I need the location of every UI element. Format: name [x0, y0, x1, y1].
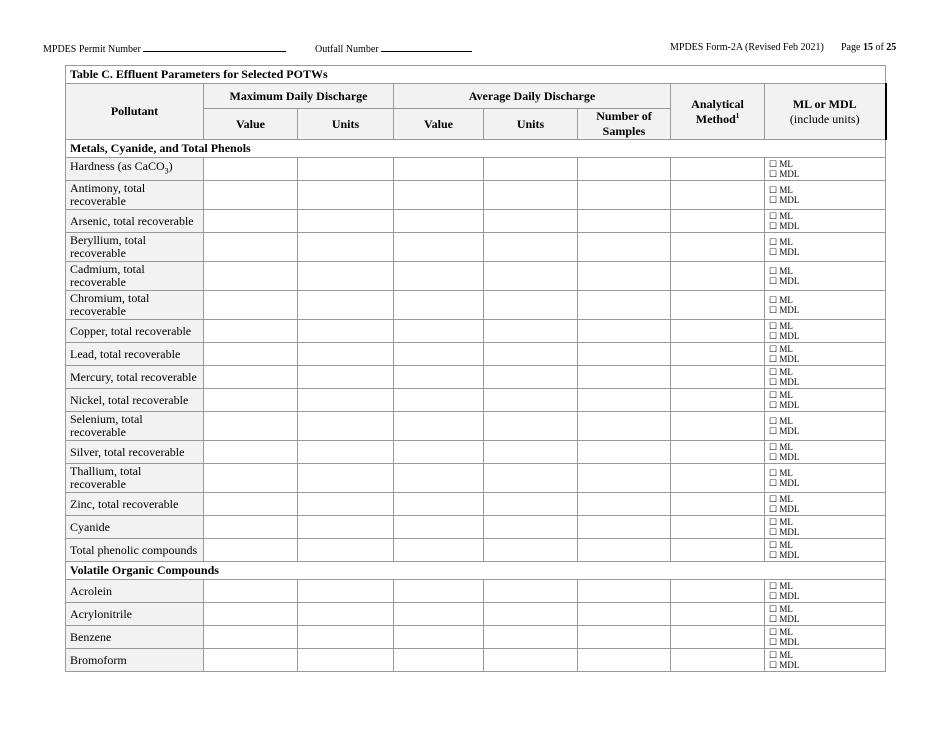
method-cell[interactable] [671, 366, 765, 389]
mdl-checkbox[interactable]: ☐ MDL [769, 660, 800, 670]
num-samples-cell[interactable] [578, 262, 671, 291]
include-units-label: (include units) [789, 111, 860, 126]
table-title: Table C. Effluent Parameters for Selected POTWs [66, 66, 886, 84]
method-cell[interactable] [671, 539, 765, 562]
section-row [66, 562, 886, 580]
table-row [66, 464, 886, 493]
avg-value-cell[interactable] [394, 343, 484, 366]
avg-value-cell[interactable] [394, 516, 484, 539]
method-label: Method [695, 111, 736, 126]
table-row [66, 516, 886, 539]
mdl-checkbox[interactable]: ☐ MDL [769, 550, 800, 560]
method-cell[interactable] [671, 389, 765, 412]
outfall-number-label: Outfall Number [315, 44, 379, 55]
mdl-checkbox[interactable]: ☐ MDL [769, 637, 800, 647]
mdl-checkbox[interactable]: ☐ MDL [769, 478, 800, 488]
num-samples-cell[interactable] [578, 626, 671, 649]
pollutant-label: Copper, total recoverable [70, 323, 192, 338]
permit-number-label: MPDES Permit Number [43, 44, 141, 55]
avg-value-cell[interactable] [394, 158, 484, 181]
avg-units-cell[interactable] [484, 181, 578, 210]
avg-value-cell[interactable] [394, 649, 484, 672]
ml-mdl-cell [765, 516, 886, 539]
pollutant-suffix: ) [168, 159, 173, 174]
avg-units-cell[interactable] [484, 493, 578, 516]
pollutant-name [66, 539, 204, 562]
page-total: 25 [886, 42, 897, 53]
method-cell[interactable] [671, 464, 765, 493]
ml-mdl-label: ML or MDL [792, 96, 857, 111]
pollutant-subscript: 3 [164, 166, 169, 176]
num-samples-cell[interactable] [578, 516, 671, 539]
ml-mdl-cell [765, 210, 886, 233]
pollutant-name [66, 233, 204, 262]
pollutant-label: Chromium, total recoverable [70, 291, 150, 318]
avg-units-cell[interactable] [484, 603, 578, 626]
num-samples-cell[interactable] [578, 441, 671, 464]
method-cell[interactable] [671, 343, 765, 366]
pollutant-label: Nickel, total recoverable [70, 392, 189, 407]
ml-mdl-cell [765, 291, 886, 320]
avg-units-cell[interactable] [484, 580, 578, 603]
num-samples-cell[interactable] [578, 366, 671, 389]
method-cell[interactable] [671, 262, 765, 291]
max-units-cell[interactable] [298, 441, 394, 464]
mdl-checkbox[interactable]: ☐ MDL [769, 591, 800, 601]
mdl-checkbox[interactable]: ☐ MDL [769, 452, 800, 462]
avg-value-cell[interactable] [394, 412, 484, 441]
pollutant-label: Benzene [70, 629, 112, 644]
avg-units-cell[interactable] [484, 539, 578, 562]
avg-units-cell[interactable] [484, 233, 578, 262]
analytical-label: Analytical [691, 96, 744, 111]
max-units-cell[interactable] [298, 464, 394, 493]
max-value-cell[interactable] [204, 626, 298, 649]
col-num-samples: Number of Samples [578, 109, 671, 140]
table-row [66, 210, 886, 233]
pollutant-name [66, 649, 204, 672]
max-units-cell[interactable] [298, 649, 394, 672]
method-cell[interactable] [671, 210, 765, 233]
num-samples-cell[interactable] [578, 412, 671, 441]
num-samples-cell[interactable] [578, 464, 671, 493]
ml-mdl-cell [765, 441, 886, 464]
max-value-cell[interactable] [204, 366, 298, 389]
col-analytical-method [671, 84, 765, 140]
ml-checkbox[interactable]: ☐ ML [769, 159, 793, 169]
effluent-parameters-table [65, 65, 887, 672]
mdl-checkbox[interactable]: ☐ MDL [769, 614, 800, 624]
ml-checkbox[interactable]: ☐ ML [769, 581, 793, 591]
method-cell[interactable] [671, 516, 765, 539]
mdl-checkbox[interactable]: ☐ MDL [769, 400, 800, 410]
ml-checkbox[interactable]: ☐ ML [769, 237, 793, 247]
ml-checkbox[interactable]: ☐ ML [769, 295, 793, 305]
pollutant-label: Cadmium, total recoverable [70, 262, 145, 289]
mdl-checkbox[interactable]: ☐ MDL [769, 305, 800, 315]
avg-units-cell[interactable] [484, 343, 578, 366]
ml-mdl-cell [765, 580, 886, 603]
ml-checkbox[interactable]: ☐ ML [769, 416, 793, 426]
ml-checkbox[interactable]: ☐ ML [769, 266, 793, 276]
avg-units-cell[interactable] [484, 412, 578, 441]
avg-value-cell[interactable] [394, 181, 484, 210]
mdl-checkbox[interactable]: ☐ MDL [769, 426, 800, 436]
avg-value-cell[interactable] [394, 603, 484, 626]
pollutant-label: Acrylonitrile [70, 606, 132, 621]
method-cell[interactable] [671, 233, 765, 262]
ml-mdl-cell [765, 343, 886, 366]
method-cell[interactable] [671, 493, 765, 516]
col-max-daily: Maximum Daily Discharge [204, 84, 394, 109]
avg-value-cell[interactable] [394, 493, 484, 516]
ml-checkbox[interactable]: ☐ ML [769, 211, 793, 221]
max-units-cell[interactable] [298, 412, 394, 441]
max-units-cell[interactable] [298, 580, 394, 603]
pollutant-label: Silver, total recoverable [70, 444, 185, 459]
ml-checkbox[interactable]: ☐ ML [769, 650, 793, 660]
max-units-cell[interactable] [298, 262, 394, 291]
col-ml-mdl [765, 84, 886, 140]
avg-units-cell[interactable] [484, 516, 578, 539]
max-value-cell[interactable] [204, 603, 298, 626]
pollutant-label: Mercury, total recoverable [70, 369, 197, 384]
num-samples-cell[interactable] [578, 158, 671, 181]
table-row [66, 262, 886, 291]
ml-checkbox[interactable]: ☐ ML [769, 517, 793, 527]
max-value-cell[interactable] [204, 262, 298, 291]
max-units-cell[interactable] [298, 158, 394, 181]
table-row [66, 412, 886, 441]
mdl-checkbox[interactable]: ☐ MDL [769, 195, 800, 205]
col-max-value: Value [204, 109, 298, 140]
page-of: of [875, 42, 884, 53]
avg-value-cell[interactable] [394, 233, 484, 262]
ml-mdl-cell [765, 493, 886, 516]
max-units-cell[interactable] [298, 233, 394, 262]
table-row [66, 626, 886, 649]
pollutant-name [66, 580, 204, 603]
ml-checkbox[interactable]: ☐ ML [769, 185, 793, 195]
col-avg-daily: Average Daily Discharge [394, 84, 671, 109]
mdl-checkbox[interactable]: ☐ MDL [769, 377, 800, 387]
ml-mdl-cell [765, 626, 886, 649]
mdl-checkbox[interactable]: ☐ MDL [769, 354, 800, 364]
avg-value-cell[interactable] [394, 262, 484, 291]
max-units-cell[interactable] [298, 320, 394, 343]
pollutant-name [66, 320, 204, 343]
method-cell[interactable] [671, 441, 765, 464]
section-row [66, 140, 886, 158]
ml-mdl-cell [765, 389, 886, 412]
num-samples-cell[interactable] [578, 389, 671, 412]
ml-checkbox[interactable]: ☐ ML [769, 540, 793, 550]
avg-value-cell[interactable] [394, 626, 484, 649]
col-avg-value: Value [394, 109, 484, 140]
table-row [66, 441, 886, 464]
pollutant-label: Bromoform [70, 652, 127, 667]
method-cell[interactable] [671, 603, 765, 626]
max-units-cell[interactable] [298, 539, 394, 562]
ml-mdl-cell [765, 464, 886, 493]
method-cell[interactable] [671, 181, 765, 210]
max-value-cell[interactable] [204, 233, 298, 262]
ml-mdl-cell [765, 233, 886, 262]
avg-units-cell[interactable] [484, 262, 578, 291]
max-value-cell[interactable] [204, 343, 298, 366]
avg-units-cell[interactable] [484, 366, 578, 389]
avg-value-cell[interactable] [394, 539, 484, 562]
avg-units-cell[interactable] [484, 320, 578, 343]
avg-units-cell[interactable] [484, 626, 578, 649]
max-value-cell[interactable] [204, 539, 298, 562]
ml-mdl-cell [765, 181, 886, 210]
table-row [66, 603, 886, 626]
pollutant-label: Cyanide [70, 519, 110, 534]
table-row [66, 291, 886, 320]
method-cell[interactable] [671, 158, 765, 181]
pollutant-name [66, 291, 204, 320]
max-units-cell[interactable] [298, 210, 394, 233]
ml-checkbox[interactable]: ☐ ML [769, 321, 793, 331]
avg-units-cell[interactable] [484, 464, 578, 493]
max-units-cell[interactable] [298, 603, 394, 626]
pollutant-name [66, 262, 204, 291]
table-row [66, 320, 886, 343]
num-samples-cell[interactable] [578, 603, 671, 626]
table-row [66, 389, 886, 412]
avg-value-cell[interactable] [394, 464, 484, 493]
pollutant-label: Selenium, total recoverable [70, 412, 143, 439]
max-value-cell[interactable] [204, 291, 298, 320]
ml-mdl-cell [765, 539, 886, 562]
pollutant-name [66, 412, 204, 441]
method-cell[interactable] [671, 291, 765, 320]
col-avg-units: Units [484, 109, 578, 140]
mdl-checkbox[interactable]: ☐ MDL [769, 169, 800, 179]
max-units-cell[interactable] [298, 343, 394, 366]
num-samples-cell[interactable] [578, 580, 671, 603]
max-value-cell[interactable] [204, 464, 298, 493]
num-samples-cell[interactable] [578, 291, 671, 320]
max-units-cell[interactable] [298, 366, 394, 389]
max-units-cell[interactable] [298, 291, 394, 320]
avg-value-cell[interactable] [394, 320, 484, 343]
num-samples-cell[interactable] [578, 539, 671, 562]
col-pollutant: Pollutant [66, 84, 204, 140]
num-samples-cell[interactable] [578, 233, 671, 262]
max-value-cell[interactable] [204, 649, 298, 672]
section-title: Metals, Cyanide, and Total Phenols [66, 140, 886, 158]
section-title: Volatile Organic Compounds [66, 562, 886, 580]
avg-units-cell[interactable] [484, 210, 578, 233]
ml-mdl-cell [765, 320, 886, 343]
method-cell[interactable] [671, 649, 765, 672]
pollutant-name [66, 181, 204, 210]
avg-units-cell[interactable] [484, 441, 578, 464]
pollutant-label: Total phenolic compounds [70, 542, 198, 557]
ml-checkbox[interactable]: ☐ ML [769, 442, 793, 452]
pollutant-name [66, 516, 204, 539]
max-value-cell[interactable] [204, 181, 298, 210]
ml-checkbox[interactable]: ☐ ML [769, 494, 793, 504]
ml-mdl-cell [765, 412, 886, 441]
mdl-checkbox[interactable]: ☐ MDL [769, 331, 800, 341]
pollutant-label: Hardness (as CaCO [70, 159, 165, 174]
pollutant-label: Acrolein [70, 583, 112, 598]
max-value-cell[interactable] [204, 320, 298, 343]
pollutant-name [66, 343, 204, 366]
table-row [66, 366, 886, 389]
num-samples-cell[interactable] [578, 343, 671, 366]
col-max-units: Units [298, 109, 394, 140]
max-value-cell[interactable] [204, 210, 298, 233]
avg-value-cell[interactable] [394, 389, 484, 412]
pollutant-name [66, 210, 204, 233]
permit-number-line[interactable] [143, 42, 286, 52]
ml-checkbox[interactable]: ☐ ML [769, 344, 793, 354]
avg-units-cell[interactable] [484, 649, 578, 672]
pollutant-label: Arsenic, total recoverable [70, 213, 194, 228]
table-row [66, 158, 886, 181]
table-body [66, 140, 886, 672]
pollutant-label: Lead, total recoverable [70, 346, 181, 361]
max-units-cell[interactable] [298, 626, 394, 649]
pollutant-label: Thallium, total recoverable [70, 464, 142, 491]
table-row [66, 649, 886, 672]
avg-value-cell[interactable] [394, 366, 484, 389]
avg-value-cell[interactable] [394, 210, 484, 233]
pollutant-name [66, 366, 204, 389]
page-prefix: Page [841, 42, 861, 53]
max-value-cell[interactable] [204, 158, 298, 181]
max-value-cell[interactable] [204, 389, 298, 412]
ml-checkbox[interactable]: ☐ ML [769, 627, 793, 637]
num-samples-cell[interactable] [578, 649, 671, 672]
ml-mdl-cell [765, 603, 886, 626]
ml-checkbox[interactable]: ☐ ML [769, 468, 793, 478]
pollutant-name [66, 626, 204, 649]
avg-value-cell[interactable] [394, 441, 484, 464]
avg-value-cell[interactable] [394, 580, 484, 603]
ml-checkbox[interactable]: ☐ ML [769, 367, 793, 377]
outfall-number-field[interactable] [315, 42, 472, 55]
max-units-cell[interactable] [298, 493, 394, 516]
pollutant-name [66, 603, 204, 626]
ml-mdl-cell [765, 366, 886, 389]
method-cell[interactable] [671, 580, 765, 603]
pollutant-name [66, 158, 204, 181]
ml-checkbox[interactable]: ☐ ML [769, 604, 793, 614]
max-units-cell[interactable] [298, 389, 394, 412]
table-row [66, 539, 886, 562]
ml-checkbox[interactable]: ☐ ML [769, 390, 793, 400]
table-row [66, 343, 886, 366]
ml-mdl-cell [765, 158, 886, 181]
pollutant-label: Antimony, total recoverable [70, 181, 146, 208]
method-footnote: 1 [735, 111, 740, 120]
pollutant-name [66, 389, 204, 412]
num-samples-cell[interactable] [578, 181, 671, 210]
pollutant-name [66, 464, 204, 493]
pollutant-label: Zinc, total recoverable [70, 496, 179, 511]
mdl-checkbox[interactable]: ☐ MDL [769, 276, 800, 286]
max-value-cell[interactable] [204, 580, 298, 603]
num-samples-cell[interactable] [578, 493, 671, 516]
num-samples-cell[interactable] [578, 210, 671, 233]
avg-units-cell[interactable] [484, 158, 578, 181]
mdl-checkbox[interactable]: ☐ MDL [769, 247, 800, 257]
mdl-checkbox[interactable]: ☐ MDL [769, 504, 800, 514]
page-current: 15 [862, 42, 873, 53]
method-cell[interactable] [671, 626, 765, 649]
page-number [841, 42, 896, 53]
table-row [66, 181, 886, 210]
table-row [66, 233, 886, 262]
method-cell[interactable] [671, 320, 765, 343]
ml-mdl-cell [765, 649, 886, 672]
max-value-cell[interactable] [204, 441, 298, 464]
max-value-cell[interactable] [204, 516, 298, 539]
table-row [66, 493, 886, 516]
max-units-cell[interactable] [298, 516, 394, 539]
permit-number-field[interactable] [43, 42, 286, 55]
table-row [66, 580, 886, 603]
ml-mdl-cell [765, 262, 886, 291]
avg-units-cell[interactable] [484, 389, 578, 412]
pollutant-name [66, 441, 204, 464]
max-value-cell[interactable] [204, 493, 298, 516]
avg-value-cell[interactable] [394, 291, 484, 320]
mdl-checkbox[interactable]: ☐ MDL [769, 221, 800, 231]
max-value-cell[interactable] [204, 412, 298, 441]
avg-units-cell[interactable] [484, 291, 578, 320]
max-units-cell[interactable] [298, 181, 394, 210]
mdl-checkbox[interactable]: ☐ MDL [769, 527, 800, 537]
pollutant-label: Beryllium, total recoverable [70, 233, 146, 260]
pollutant-name [66, 493, 204, 516]
method-cell[interactable] [671, 412, 765, 441]
form-identifier: MPDES Form-2A (Revised Feb 2021) [670, 42, 824, 53]
outfall-number-line[interactable] [381, 42, 472, 52]
num-samples-cell[interactable] [578, 320, 671, 343]
